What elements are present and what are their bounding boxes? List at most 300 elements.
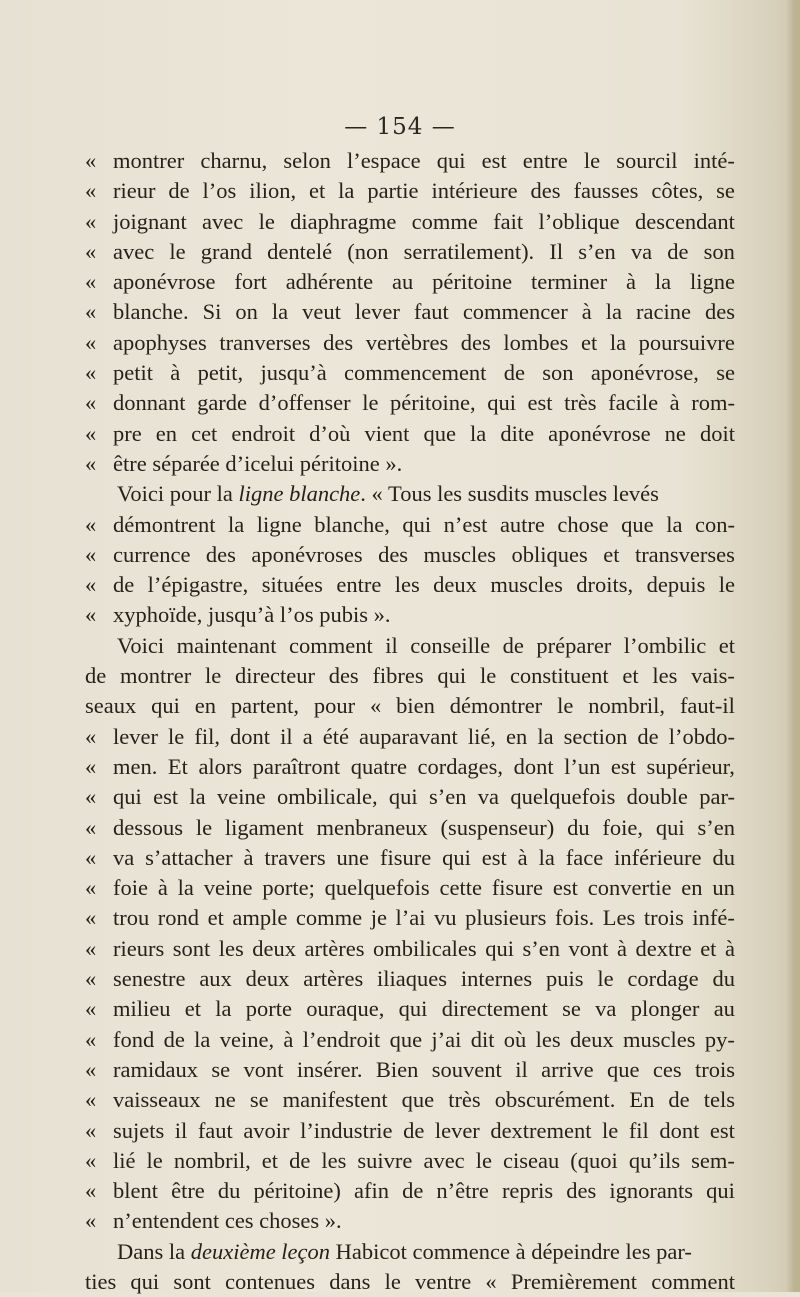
word: de	[289, 1147, 311, 1173]
line-text	[113, 419, 735, 449]
word: cette	[439, 875, 482, 901]
word: rieur	[113, 178, 156, 204]
word: doit	[699, 420, 735, 446]
word: s’en	[522, 935, 560, 961]
quote-mark: «	[85, 541, 97, 567]
word: ramidaux	[113, 1056, 198, 1082]
word: porte;	[262, 875, 315, 901]
word: de	[163, 1026, 185, 1052]
word: n’est	[443, 511, 488, 537]
word: qui	[130, 1268, 160, 1294]
word: aponévrose	[113, 269, 216, 295]
text-line	[85, 722, 735, 752]
word: que	[423, 420, 456, 446]
word: Bien	[375, 1056, 419, 1082]
word: vont	[243, 1056, 284, 1082]
word: qui	[113, 784, 142, 810]
line-text	[85, 661, 735, 691]
word: trois	[694, 1056, 735, 1082]
word: face	[565, 844, 604, 870]
text-line	[85, 752, 735, 782]
word: vu	[434, 905, 457, 931]
word: va	[477, 784, 500, 810]
word: blanche,	[314, 511, 390, 537]
word: très	[564, 390, 597, 416]
text-line	[85, 1055, 735, 1085]
line-text	[113, 510, 735, 540]
word: fait	[493, 208, 524, 234]
word: partie	[367, 178, 419, 204]
word: de	[668, 1087, 690, 1113]
word: arrive	[541, 1056, 594, 1082]
word: son	[542, 360, 574, 386]
line-text	[113, 540, 735, 570]
word: ilion,	[249, 178, 297, 204]
word: les	[218, 935, 244, 961]
word: à	[283, 1026, 294, 1052]
word: comme	[411, 208, 478, 234]
word: avec	[202, 208, 244, 234]
word: démontrer	[449, 693, 543, 719]
word: ces	[652, 1056, 682, 1082]
line-text	[113, 1116, 735, 1146]
word: adhérente	[285, 269, 374, 295]
line-text	[113, 964, 735, 994]
line-text	[117, 1237, 692, 1267]
quote-mark: «	[85, 1056, 97, 1082]
word: va	[630, 238, 653, 264]
page-edge-shadow	[786, 0, 800, 1292]
word: descendant	[634, 208, 735, 234]
word: sem-	[691, 1147, 735, 1173]
word: seaux	[85, 693, 137, 719]
word: s’en	[578, 238, 616, 264]
word: en	[194, 693, 216, 719]
word: que	[606, 1056, 640, 1082]
text-line	[85, 237, 735, 267]
text-line	[85, 419, 735, 449]
word: ligne	[256, 511, 302, 537]
text-line	[85, 1146, 735, 1176]
word: selon	[283, 148, 331, 173]
word: très	[448, 1087, 481, 1113]
word: dentelé	[267, 238, 333, 264]
text-line	[85, 661, 735, 691]
word: dit	[470, 1026, 495, 1052]
quote-mark: «	[85, 935, 97, 961]
quote-mark: «	[85, 1178, 97, 1204]
line-text	[113, 358, 735, 388]
word: supérieur,	[646, 753, 735, 779]
word: ties	[85, 1268, 117, 1294]
text-line	[85, 843, 735, 873]
word: commencer	[462, 299, 568, 325]
word: est	[153, 784, 179, 810]
word: l’ombilic	[623, 632, 707, 658]
text-line	[85, 691, 735, 721]
word: à	[517, 844, 528, 870]
text-line	[85, 1206, 735, 1236]
line-text	[113, 146, 735, 176]
word: que	[389, 1026, 423, 1052]
word: cordage	[627, 966, 699, 992]
word: conseille	[410, 632, 491, 658]
word: veut	[302, 299, 341, 325]
text-line	[85, 1267, 735, 1297]
word: ombilicale,	[277, 784, 378, 810]
word: de	[168, 178, 190, 204]
quote-mark: «	[85, 299, 97, 325]
line-text	[113, 1146, 735, 1176]
word: qui	[398, 996, 428, 1022]
line-text	[113, 903, 735, 933]
word: souvent	[431, 1056, 502, 1082]
word: travers	[264, 844, 326, 870]
word: dextrement	[490, 1117, 592, 1143]
word: de	[637, 723, 659, 749]
quote-mark: «	[85, 238, 97, 264]
word: la	[194, 1026, 211, 1052]
word: des	[323, 329, 354, 355]
word: vont	[568, 935, 609, 961]
word: et	[580, 329, 598, 355]
word: qui	[442, 844, 471, 870]
text-line	[85, 1116, 735, 1146]
word: menbraneux	[316, 814, 428, 840]
quote-mark: «	[85, 966, 97, 992]
word: comment	[651, 1268, 735, 1294]
word: la	[654, 269, 672, 295]
word: afin	[354, 1178, 389, 1204]
word: du	[217, 1178, 241, 1204]
word: depuis	[646, 572, 706, 598]
word: aponévroses	[251, 541, 363, 567]
word: la	[537, 723, 554, 749]
word: avoir	[243, 1117, 290, 1143]
word: le	[583, 148, 601, 173]
word: Il	[549, 238, 564, 264]
italic-term: deuxième leçon	[190, 1238, 331, 1264]
line-text	[113, 1176, 735, 1206]
word: rieurs	[113, 935, 165, 961]
text-line	[85, 510, 735, 540]
word: petit,	[197, 360, 244, 386]
word: faut	[197, 1117, 233, 1143]
word: ne	[664, 420, 686, 446]
line-text	[113, 237, 735, 267]
word: dextre	[635, 935, 692, 961]
word: qu’ils	[628, 1147, 681, 1173]
text-line	[85, 449, 735, 479]
word: s’en	[428, 784, 467, 810]
word: péritoine,	[390, 390, 476, 416]
word: le	[204, 663, 222, 689]
word: la	[189, 784, 206, 810]
word: dont	[659, 1117, 700, 1143]
quote-mark: «	[85, 420, 97, 446]
word: qui	[655, 814, 685, 840]
word: convertie	[587, 875, 672, 901]
word: trois	[643, 905, 684, 931]
word: est	[481, 148, 507, 173]
word: fort	[234, 269, 267, 295]
word: les	[535, 1026, 561, 1052]
line-text-part: Habicot commence à dépeindre les par-	[330, 1238, 692, 1264]
text-line	[85, 1085, 735, 1115]
word: le	[169, 238, 186, 264]
word: aponévrose	[548, 420, 651, 446]
word: plonger	[630, 996, 700, 1022]
word: sourcil	[616, 148, 678, 173]
body-text	[85, 146, 735, 1297]
word: lever	[113, 723, 158, 749]
line-text	[113, 813, 735, 843]
word: «	[369, 693, 382, 719]
word: directement	[441, 996, 548, 1022]
quote-mark: «	[85, 844, 97, 870]
word: la	[609, 329, 627, 355]
quote-mark: «	[85, 269, 97, 295]
word: péritoine)	[253, 1178, 341, 1204]
line-text	[113, 843, 735, 873]
text-line	[85, 267, 735, 297]
quote-mark: «	[85, 390, 97, 416]
word: pour	[313, 693, 356, 719]
word: obliques	[511, 541, 588, 567]
text-line	[85, 297, 735, 327]
word: du	[567, 814, 590, 840]
word: nombril,	[173, 1147, 251, 1173]
word: ne	[214, 1087, 236, 1113]
word: le	[384, 1268, 401, 1294]
word: puis	[545, 966, 584, 992]
word: fil	[628, 1117, 649, 1143]
word: dont	[230, 723, 271, 749]
word: est	[481, 844, 507, 870]
word: (suspenseur)	[440, 814, 555, 840]
word: un	[712, 875, 735, 901]
word: le	[475, 1147, 492, 1173]
word: va	[595, 996, 617, 1022]
line-text	[113, 1055, 735, 1085]
word: a	[302, 723, 313, 749]
quote-mark: «	[85, 814, 97, 840]
word: la	[177, 875, 194, 901]
word: lombes	[503, 329, 569, 355]
word: et	[622, 663, 639, 689]
line-text	[113, 934, 735, 964]
word: nombril,	[588, 693, 666, 719]
word: des	[460, 329, 491, 355]
word: l’obdo-	[668, 723, 735, 749]
word: préparer	[536, 632, 612, 658]
word: artères	[303, 966, 364, 992]
word: contenues	[225, 1268, 316, 1294]
word: cordages,	[417, 753, 504, 779]
word: l’épigastre,	[147, 572, 249, 598]
line-text	[113, 267, 735, 297]
line-text	[113, 297, 735, 327]
line-text	[113, 722, 735, 752]
word: apophyses	[113, 329, 207, 355]
word: pre	[113, 420, 142, 446]
word: entre	[522, 148, 568, 173]
text-line	[85, 176, 735, 206]
line-text: xyphoïde, jusqu’à l’os pubis ».	[113, 602, 391, 628]
word: foie,	[602, 814, 644, 840]
word: qui	[437, 663, 467, 689]
word: et	[603, 541, 620, 567]
line-text	[113, 1085, 735, 1115]
word: dans	[329, 1268, 371, 1294]
word: de	[113, 572, 135, 598]
word: plusieurs	[465, 905, 547, 931]
word: fois.	[554, 905, 595, 931]
word: maintenant	[176, 632, 277, 658]
word: est	[527, 390, 553, 416]
word: donnant	[113, 390, 186, 416]
word: muscles	[423, 541, 497, 567]
text-line	[85, 873, 735, 903]
quote-mark: «	[85, 450, 97, 476]
word: «	[485, 1268, 497, 1294]
text-line	[85, 994, 735, 1024]
line-text	[113, 873, 735, 903]
quote-mark: «	[85, 602, 97, 628]
word: fausses	[573, 178, 639, 204]
word: deux	[433, 572, 477, 598]
word: (quoi	[570, 1147, 618, 1173]
word: l’oblique	[538, 208, 620, 234]
word: est	[610, 753, 636, 779]
quote-mark: «	[85, 208, 97, 234]
word: Premièrement	[510, 1268, 638, 1294]
word: au	[392, 269, 414, 295]
word: les	[394, 572, 420, 598]
word: Si	[202, 299, 222, 325]
word: dite	[500, 420, 535, 446]
word: démontrent	[113, 511, 216, 537]
line-text	[113, 176, 735, 206]
word: s’en	[697, 814, 735, 840]
word: joignant	[113, 208, 187, 234]
word: et	[207, 905, 224, 931]
word: péritoine	[432, 269, 513, 295]
word: comment	[289, 632, 373, 658]
word: l’ai	[395, 905, 426, 931]
word: la	[470, 420, 487, 446]
word: petit	[113, 360, 153, 386]
word: grand	[200, 238, 252, 264]
word: fisure	[491, 875, 544, 901]
word: des	[566, 1178, 597, 1204]
quote-mark: «	[85, 1026, 97, 1052]
line-text	[85, 1267, 735, 1297]
text-line	[85, 903, 735, 933]
quote-mark: «	[85, 875, 97, 901]
word: il	[280, 723, 293, 749]
word: l’espace	[346, 148, 421, 173]
word: muscles	[490, 572, 563, 598]
word: qui	[485, 935, 514, 961]
word: rond	[157, 905, 200, 931]
word: le	[258, 208, 275, 234]
word: côtes,	[651, 178, 704, 204]
word: partent,	[230, 693, 299, 719]
word: men.	[113, 753, 158, 779]
word: diaphragme	[290, 208, 397, 234]
word: (non	[347, 238, 389, 264]
word: lié,	[467, 723, 496, 749]
word: intérieure	[431, 178, 518, 204]
word: veine	[203, 875, 253, 901]
text-line	[85, 328, 735, 358]
quote-mark: «	[85, 784, 97, 810]
word: que	[621, 511, 654, 537]
word: la	[605, 299, 623, 325]
word: qui	[151, 693, 180, 719]
word: droits,	[576, 572, 634, 598]
word: en	[681, 875, 703, 901]
word: dessous	[113, 814, 184, 840]
line-text-part: Dans la	[117, 1238, 191, 1264]
word: à	[626, 269, 637, 295]
word: alors	[198, 753, 243, 779]
text-line	[85, 388, 735, 418]
quote-mark: «	[85, 1208, 97, 1234]
word: Et	[167, 753, 188, 779]
text-line	[85, 813, 735, 843]
word: qui	[487, 390, 516, 416]
word: et	[718, 632, 735, 658]
word: paraîtront	[252, 753, 341, 779]
word: et	[700, 935, 717, 961]
word: tranverses	[219, 329, 311, 355]
word: serratilement).	[403, 238, 535, 264]
word: qui	[436, 148, 466, 173]
text-line	[85, 540, 735, 570]
word: entre	[336, 572, 382, 598]
quote-mark: «	[85, 329, 97, 355]
word: Les	[602, 905, 636, 931]
word: le	[602, 1117, 619, 1143]
line-text	[113, 328, 735, 358]
text-line	[85, 479, 735, 509]
word: la	[271, 299, 289, 325]
word: à	[170, 360, 181, 386]
line-text	[113, 752, 735, 782]
word: commencement	[344, 360, 487, 386]
word: ample	[232, 905, 288, 931]
word: inférieure	[614, 844, 702, 870]
word: milieu	[113, 996, 171, 1022]
word: de	[403, 1117, 425, 1143]
word: avec	[423, 1147, 465, 1173]
line-text	[113, 207, 735, 237]
quote-mark: «	[85, 511, 97, 537]
word: été	[322, 723, 349, 749]
word: des	[378, 541, 409, 567]
word: l’endroit	[302, 1026, 381, 1052]
text-line	[85, 1025, 735, 1055]
word: dont	[513, 753, 554, 779]
word: rom-	[691, 390, 735, 416]
word: deux	[252, 935, 296, 961]
word: la	[338, 178, 355, 204]
word: d’offenser	[258, 390, 351, 416]
text-line	[85, 570, 735, 600]
word: quelquefois	[510, 784, 616, 810]
